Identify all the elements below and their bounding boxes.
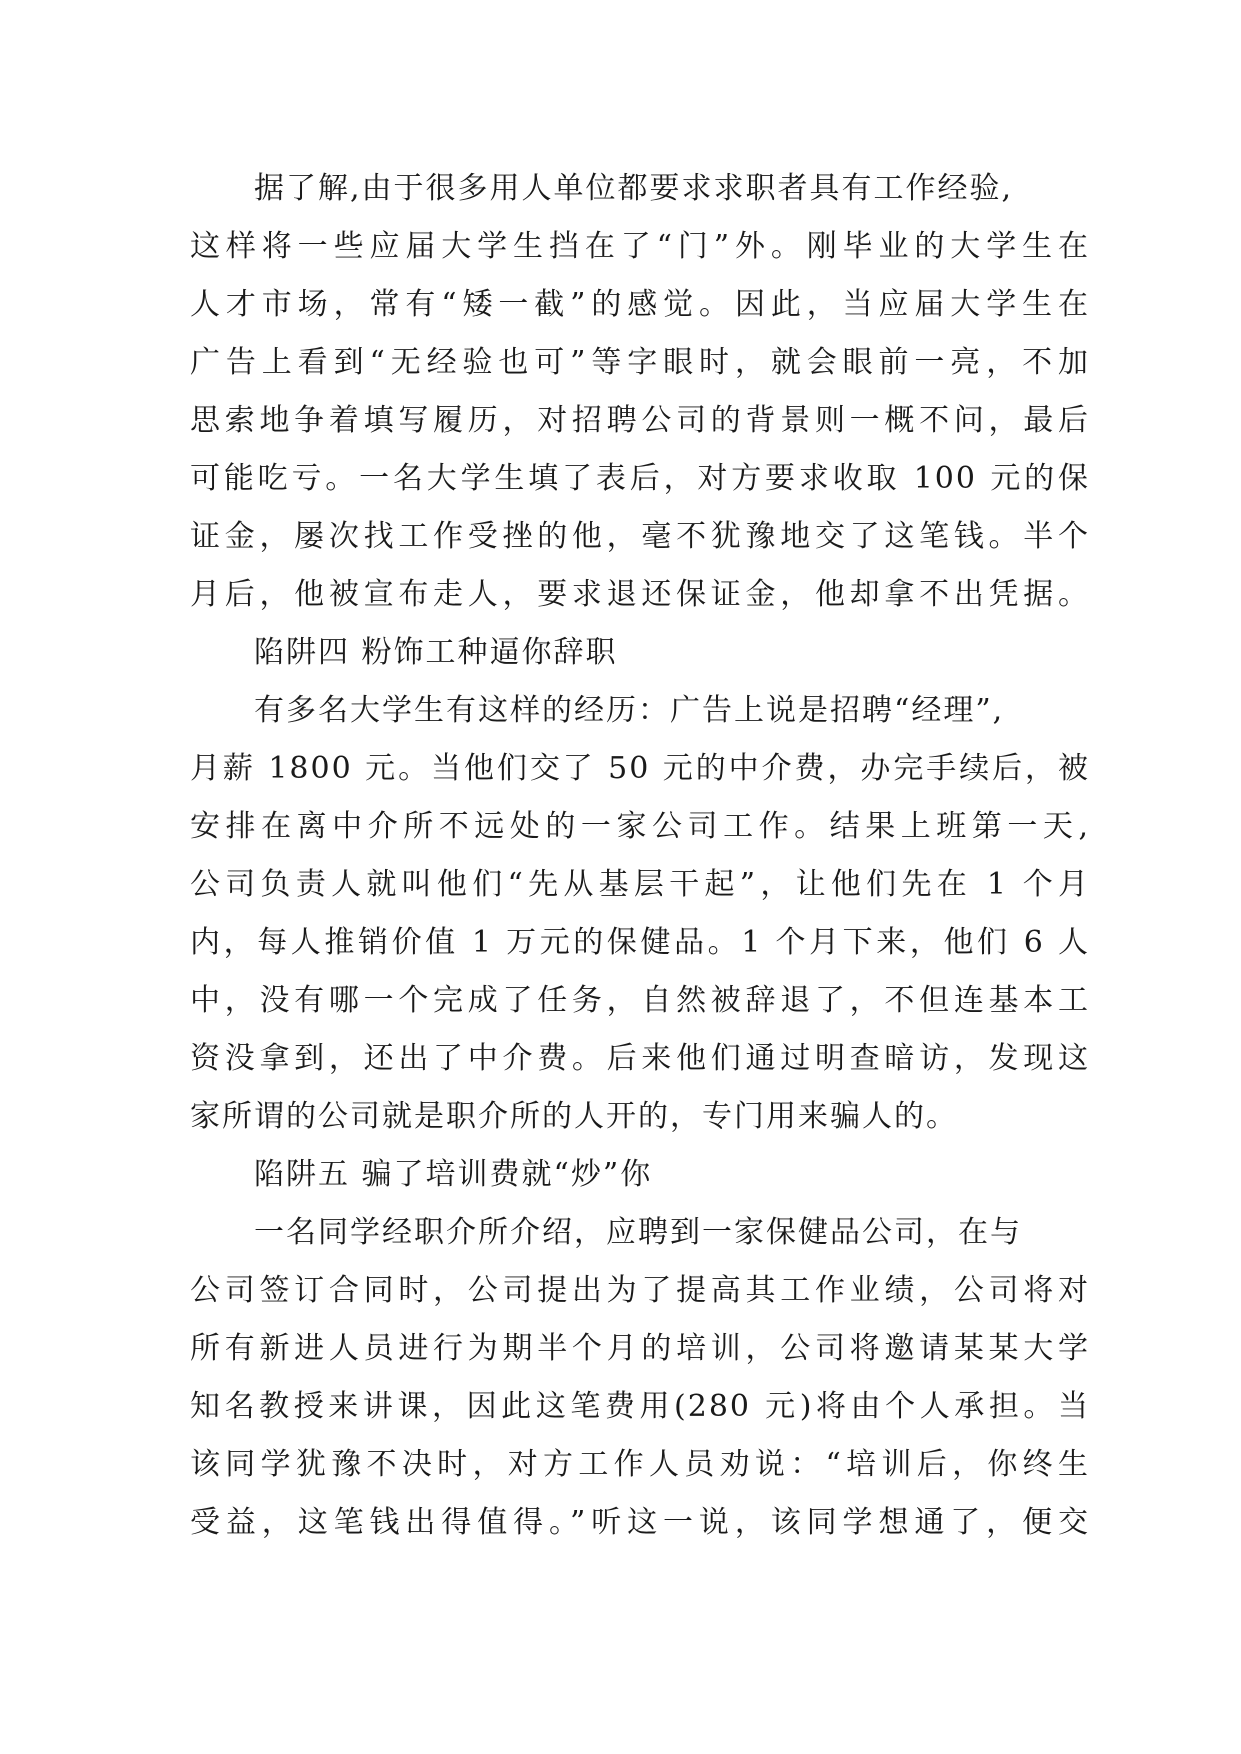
text-line: 月后，他被宣布走人，要求退还保证金，他却拿不出凭据。: [190, 577, 1090, 612]
text-line: 有多名大学生有这样的经历：广告上说是招聘“经理”,: [254, 693, 1005, 728]
text-line: 广告上看到“无经验也可”等字眼时，就会眼前一亮，不加: [190, 345, 1090, 380]
text-line: 中，没有哪一个完成了任务，自然被辞退了，不但连基本工: [190, 983, 1090, 1018]
text-line: 一名同学经职介所介绍，应聘到一家保健品公司，在与: [254, 1215, 1022, 1250]
text-line: 据了解,由于很多用人单位都要求求职者具有工作经验,: [254, 171, 1014, 206]
document-body: [190, 160, 1090, 1552]
text-line: 受益，这笔钱出得值得。”听这一说，该同学想通了，便交: [190, 1505, 1090, 1540]
text-line: 内，每人推销价值 1 万元的保健品。1 个月下来，他们 6 人: [190, 925, 1090, 960]
text-line: 知名教授来讲课，因此这笔费用(280 元)将由个人承担。当: [190, 1389, 1090, 1424]
text-line: 安排在离中介所不远处的一家公司工作。结果上班第一天,: [190, 809, 1090, 844]
text-line: 公司负责人就叫他们“先从基层干起”，让他们先在 1 个月: [190, 867, 1090, 902]
text-line: 可能吃亏。一名大学生填了表后，对方要求收取 100 元的保: [190, 461, 1090, 496]
text-line: 资没拿到，还出了中介费。后来他们通过明查暗访，发现这: [190, 1041, 1090, 1076]
text-line: 该同学犹豫不决时，对方工作人员劝说：“培训后，你终生: [190, 1447, 1090, 1482]
section-heading: 陷阱四 粉饰工种逼你辞职: [254, 635, 618, 670]
text-line: 月薪 1800 元。当他们交了 50 元的中介费，办完手续后，被: [190, 751, 1090, 786]
text-line: 思索地争着填写履历，对招聘公司的背景则一概不问，最后: [190, 403, 1090, 438]
text-line: 公司签订合同时，公司提出为了提高其工作业绩，公司将对: [190, 1273, 1090, 1308]
text-line: 所有新进人员进行为期半个月的培训，公司将邀请某某大学: [190, 1331, 1090, 1366]
section-heading: 陷阱五 骗了培训费就“炒”你: [254, 1157, 653, 1192]
text-line: 证金，屡次找工作受挫的他，毫不犹豫地交了这笔钱。半个: [190, 519, 1090, 554]
text-line: 家所谓的公司就是职介所的人开的，专门用来骗人的。: [190, 1099, 958, 1134]
text-line: 人才市场，常有“矮一截”的感觉。因此，当应届大学生在: [190, 287, 1090, 322]
text-line: 这样将一些应届大学生挡在了“门”外。刚毕业的大学生在: [190, 229, 1090, 264]
